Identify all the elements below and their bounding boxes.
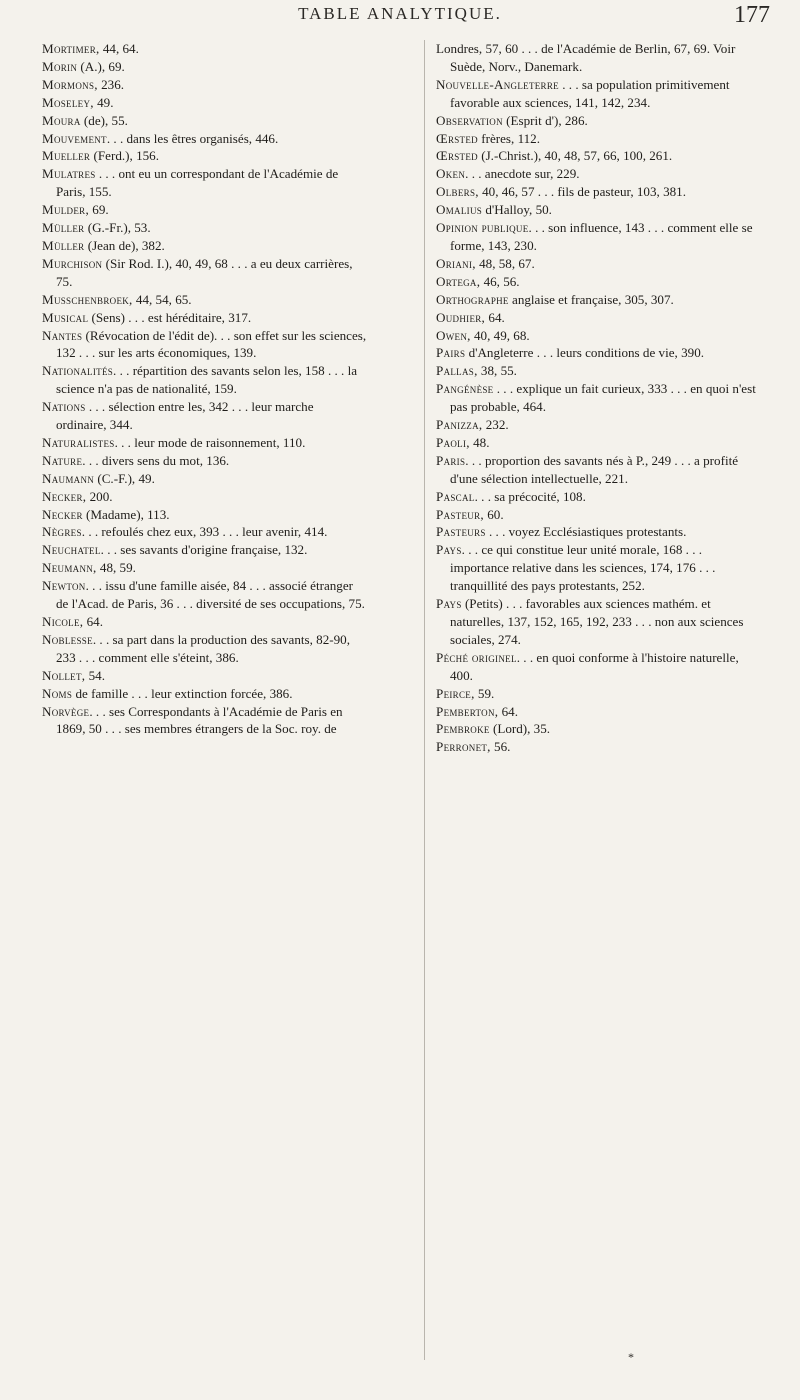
index-entry — [436, 76, 761, 112]
entry-text: 38, 55. — [477, 363, 517, 379]
index-entry — [42, 613, 367, 631]
entry-text: frères, 112. — [477, 130, 541, 146]
index-entry — [436, 201, 761, 219]
entry-headword: Mulatres — [42, 166, 96, 182]
entry-text: d'Angleterre . . . leurs conditions de vie, 390. — [465, 345, 705, 361]
entry-text: . . . ce qui constitue leur unité morale, 168 . . . importance relative dans les sciences, 174, 176 . . . tranquillité des pays protestants, 252. — [450, 542, 716, 594]
entry-text: . . . en quoi conforme à l'histoire naturelle, 400. — [450, 649, 739, 683]
index-entry — [436, 703, 761, 721]
entry-headword: Orthographe — [436, 291, 509, 307]
index-entry — [42, 470, 367, 488]
entry-headword: Pemberton, — [436, 703, 499, 719]
column-divider — [424, 40, 425, 1360]
index-entry — [436, 309, 761, 327]
entry-headword: Œrsted — [436, 130, 478, 146]
entry-headword: Oken — [436, 166, 466, 182]
entry-headword: Naumann — [42, 470, 95, 486]
entry-text: (G.-Fr.), 53. — [84, 220, 151, 236]
entry-headword: Pasteurs — [436, 524, 486, 540]
entry-headword: Pasteur, — [436, 506, 484, 522]
index-entry — [436, 452, 761, 488]
entry-text: . . . leur mode de raisonnement, 110. — [114, 434, 306, 450]
entry-headword: Pallas, — [436, 363, 478, 379]
entry-headword: Moura — [42, 112, 81, 128]
index-entry — [42, 40, 367, 58]
index-entry — [42, 219, 367, 237]
entry-text: (de), 55. — [80, 112, 128, 128]
index-entry — [42, 237, 367, 255]
entry-text: d'Halloy, 50. — [482, 202, 552, 218]
entry-text: 56. — [490, 739, 511, 755]
entry-headword: Norvège — [42, 703, 90, 719]
entry-headword: Necker — [42, 506, 83, 522]
entry-text: Londres, 57, 60 . . . de l'Académie de Berlin, 67, 69. Voir Suède, Norv., Danemark. — [436, 41, 736, 74]
index-entry — [42, 362, 367, 398]
entry-text: . . . anecdote sur, 229. — [465, 166, 580, 182]
index-entry — [42, 685, 367, 703]
entry-text: 48, 58, 67. — [475, 255, 535, 271]
entry-headword: Perronet, — [436, 739, 491, 755]
entry-text: 200. — [86, 488, 113, 504]
entry-text: . . . divers sens du mot, 136. — [82, 452, 230, 468]
index-entry — [436, 506, 761, 524]
entry-text: . . . sa précocité, 108. — [474, 488, 586, 504]
index-entry — [436, 165, 761, 183]
entry-headword: Musical — [42, 309, 89, 325]
index-entry — [42, 94, 367, 112]
entry-text: 69. — [89, 202, 109, 218]
entry-text: 46, 56. — [480, 273, 520, 289]
index-entry — [42, 327, 367, 363]
index-entry — [42, 255, 367, 291]
index-entry — [42, 631, 367, 667]
index-entry — [436, 649, 761, 685]
entry-headword: Œrsted — [436, 148, 478, 164]
entry-text: (Sir Rod. I.), 40, 49, 68 . . . a eu deux carrières, 75. — [56, 255, 353, 289]
index-entry — [436, 595, 761, 649]
index-entry — [42, 667, 367, 685]
index-entry — [42, 506, 367, 524]
entry-text: (Lord), 35. — [489, 721, 551, 737]
entry-headword: Nature — [42, 452, 83, 468]
entry-headword: Nouvelle-Angleterre — [436, 76, 559, 92]
entry-text: . . . sa part dans la production des savants, 82-90, 233 . . . comment elle s'éteint, 386. — [56, 631, 350, 665]
index-entry — [42, 559, 367, 577]
entry-text: 44, 54, 65. — [132, 291, 192, 307]
entry-text: (Sens) . . . est héréditaire, 317. — [88, 309, 252, 325]
entry-headword: Musschenbroek, — [42, 291, 133, 307]
entry-headword: Mueller — [42, 148, 91, 164]
entry-headword: Nationalités — [42, 363, 114, 379]
entry-text: 64. — [485, 309, 505, 325]
entry-text: (Révocation de l'édit de). . . son effet sur les sciences, 132 . . . sur les arts économiques, 139. — [56, 327, 367, 361]
entry-headword: Noblesse — [42, 631, 93, 647]
entry-headword: Mulder, — [42, 202, 90, 218]
index-entry — [436, 327, 761, 345]
entry-headword: Mortimer, — [42, 41, 100, 56]
index-entry — [436, 720, 761, 738]
entry-headword: Ortega, — [436, 273, 481, 289]
entry-text: 40, 49, 68. — [470, 327, 530, 343]
entry-headword: Necker, — [42, 488, 87, 504]
entry-text: . . . issu d'une famille aisée, 84 . . . associé étranger de l'Acad. de Paris, 36 . . . diversité de ses occupations, 75. — [56, 578, 365, 612]
entry-text: 49. — [93, 94, 114, 110]
entry-headword: Paris — [436, 452, 466, 468]
entry-headword: Nantes — [42, 327, 83, 343]
entry-headword: Nègres — [42, 524, 82, 540]
entry-text: . . . ont eu un correspondant de l'Académie de Paris, 155. — [56, 166, 339, 200]
index-entry — [436, 291, 761, 309]
entry-headword: Pangénèse — [436, 381, 494, 397]
index-entry — [436, 219, 761, 255]
index-entry — [436, 380, 761, 416]
entry-text: 60. — [483, 506, 504, 522]
index-column-left — [42, 40, 367, 738]
index-entry — [42, 577, 367, 613]
index-entry — [42, 309, 367, 327]
entry-headword: Morin — [42, 58, 78, 74]
entry-headword: Mouvement — [42, 130, 107, 146]
index-entry — [42, 452, 367, 470]
index-entry — [42, 58, 367, 76]
entry-text: . . . sa population primitivement favorable aux sciences, 141, 142, 234. — [450, 76, 730, 110]
entry-text: (J.-Christ.), 40, 48, 57, 66, 100, 261. — [477, 148, 673, 164]
entry-text: (Ferd.), 156. — [90, 148, 159, 164]
index-entry — [436, 738, 761, 756]
entry-text: anglaise et française, 305, 307. — [508, 291, 674, 307]
index-entry — [436, 40, 761, 76]
entry-text: 54. — [85, 667, 105, 683]
entry-text: . . . ses savants d'origine française, 132. — [100, 542, 308, 558]
entry-headword: Pairs — [436, 345, 466, 361]
entry-text: de famille . . . leur extinction forcée, 386. — [72, 685, 293, 701]
entry-text: . . . dans les êtres organisés, 446. — [106, 130, 279, 146]
index-entry — [436, 362, 761, 380]
index-entry — [436, 434, 761, 452]
entry-text: . . . répartition des savants selon les, 158 . . . la science n'a pas de nationalité, 159. — [56, 363, 358, 397]
entry-text: 48. — [469, 434, 490, 450]
entry-text: (Esprit d'), 286. — [502, 112, 588, 128]
index-entry — [436, 273, 761, 291]
index-entry — [42, 112, 367, 130]
entry-text: 64. — [83, 614, 103, 629]
index-entry — [42, 201, 367, 219]
entry-headword: Oriani, — [436, 255, 476, 271]
index-entry — [436, 183, 761, 201]
entry-headword: Opinion publique — [436, 220, 529, 236]
index-entry — [436, 255, 761, 273]
index-entry — [436, 344, 761, 362]
entry-headword: Naturalistes — [42, 434, 115, 450]
entry-headword: Omalius — [436, 202, 483, 218]
entry-headword: Pembroke — [436, 721, 490, 737]
entry-text: (Jean de), 382. — [84, 237, 165, 253]
entry-headword: Pays — [436, 596, 462, 612]
entry-headword: Müller — [42, 220, 85, 236]
entry-headword: Panizza, — [436, 417, 483, 433]
entry-headword: Nations — [42, 399, 86, 415]
entry-headword: Péché originel — [436, 649, 517, 665]
entry-headword: Müller — [42, 237, 85, 253]
entry-text: 59. — [474, 685, 495, 701]
index-entry — [436, 541, 761, 595]
index-entry — [42, 703, 367, 739]
entry-headword: Mormons, — [42, 76, 98, 92]
page-title: TABLE ANALYTIQUE. — [298, 4, 502, 23]
entry-text: . . . ses Correspondants à l'Académie de Paris en 1869, 50 . . . ses membres étrangers de la Soc. roy. de — [56, 703, 343, 737]
entry-text: 48, 59. — [96, 560, 136, 576]
entry-headword: Observation — [436, 112, 503, 128]
entry-text: . . . son influence, 143 . . . comment elle se forme, 143, 230. — [450, 220, 753, 253]
index-entry — [42, 76, 367, 94]
entry-headword: Paoli, — [436, 434, 470, 450]
entry-headword: Newton — [42, 578, 86, 594]
footer-mark: * — [628, 1350, 634, 1364]
entry-text: . . . explique un fait curieux, 333 . . . en quoi n'est pas probable, 464. — [450, 381, 756, 415]
entry-text: . . . proportion des savants nés à P., 249 . . . a profité d'une sélection intellectuelle, 221. — [450, 452, 739, 486]
entry-headword: Oudhier, — [436, 309, 486, 325]
entry-headword: Neuchatel — [42, 542, 101, 558]
entry-headword: Noms — [42, 685, 73, 701]
entry-text: (A.), 69. — [77, 58, 125, 74]
running-head — [0, 2, 800, 32]
index-entry — [42, 488, 367, 506]
index-entry — [436, 147, 761, 165]
entry-headword: Neumann, — [42, 560, 97, 576]
index-column-right — [436, 40, 761, 756]
page-number: 177 — [734, 2, 770, 28]
index-entry — [42, 523, 367, 541]
entry-headword: Pays — [436, 542, 462, 558]
entry-headword: Owen, — [436, 327, 471, 343]
entry-text: (Madame), 113. — [82, 506, 170, 522]
entry-headword: Peirce, — [436, 685, 475, 701]
entry-text: 44, 64. — [99, 41, 139, 56]
entry-headword: Nicole, — [42, 614, 84, 629]
entry-headword: Pascal — [436, 488, 475, 504]
index-entry — [436, 130, 761, 148]
entry-text: 40, 46, 57 . . . fils de pasteur, 103, 381. — [478, 184, 686, 200]
index-entry — [436, 416, 761, 434]
index-entry — [42, 398, 367, 434]
entry-text: . . . voyez Ecclésiastiques protestants. — [485, 524, 687, 540]
index-entry — [436, 488, 761, 506]
entry-text: . . . sélection entre les, 342 . . . leur marche ordinaire, 344. — [56, 399, 314, 433]
index-entry — [42, 541, 367, 559]
entry-text: . . . refoulés chez eux, 393 . . . leur avenir, 414. — [81, 524, 328, 540]
entry-text: 232. — [482, 417, 509, 433]
index-entry — [436, 112, 761, 130]
index-entry — [42, 165, 367, 201]
entry-headword: Nollet, — [42, 667, 86, 683]
index-entry — [42, 291, 367, 309]
entry-text: (Petits) . . . favorables aux sciences mathém. et naturelles, 137, 152, 165, 192, 233 . . . non aux sciences sociales, 274. — [450, 596, 744, 647]
index-entry — [436, 523, 761, 541]
index-entry — [436, 685, 761, 703]
entry-text: 236. — [97, 76, 125, 92]
entry-headword: Murchison — [42, 255, 103, 271]
index-entry — [42, 147, 367, 165]
entry-headword: Moseley, — [42, 94, 94, 110]
entry-text: 64. — [498, 703, 518, 719]
index-entry — [42, 434, 367, 452]
entry-text: (C.-F.), 49. — [94, 470, 155, 486]
entry-headword: Olbers, — [436, 184, 479, 200]
index-entry — [42, 130, 367, 148]
